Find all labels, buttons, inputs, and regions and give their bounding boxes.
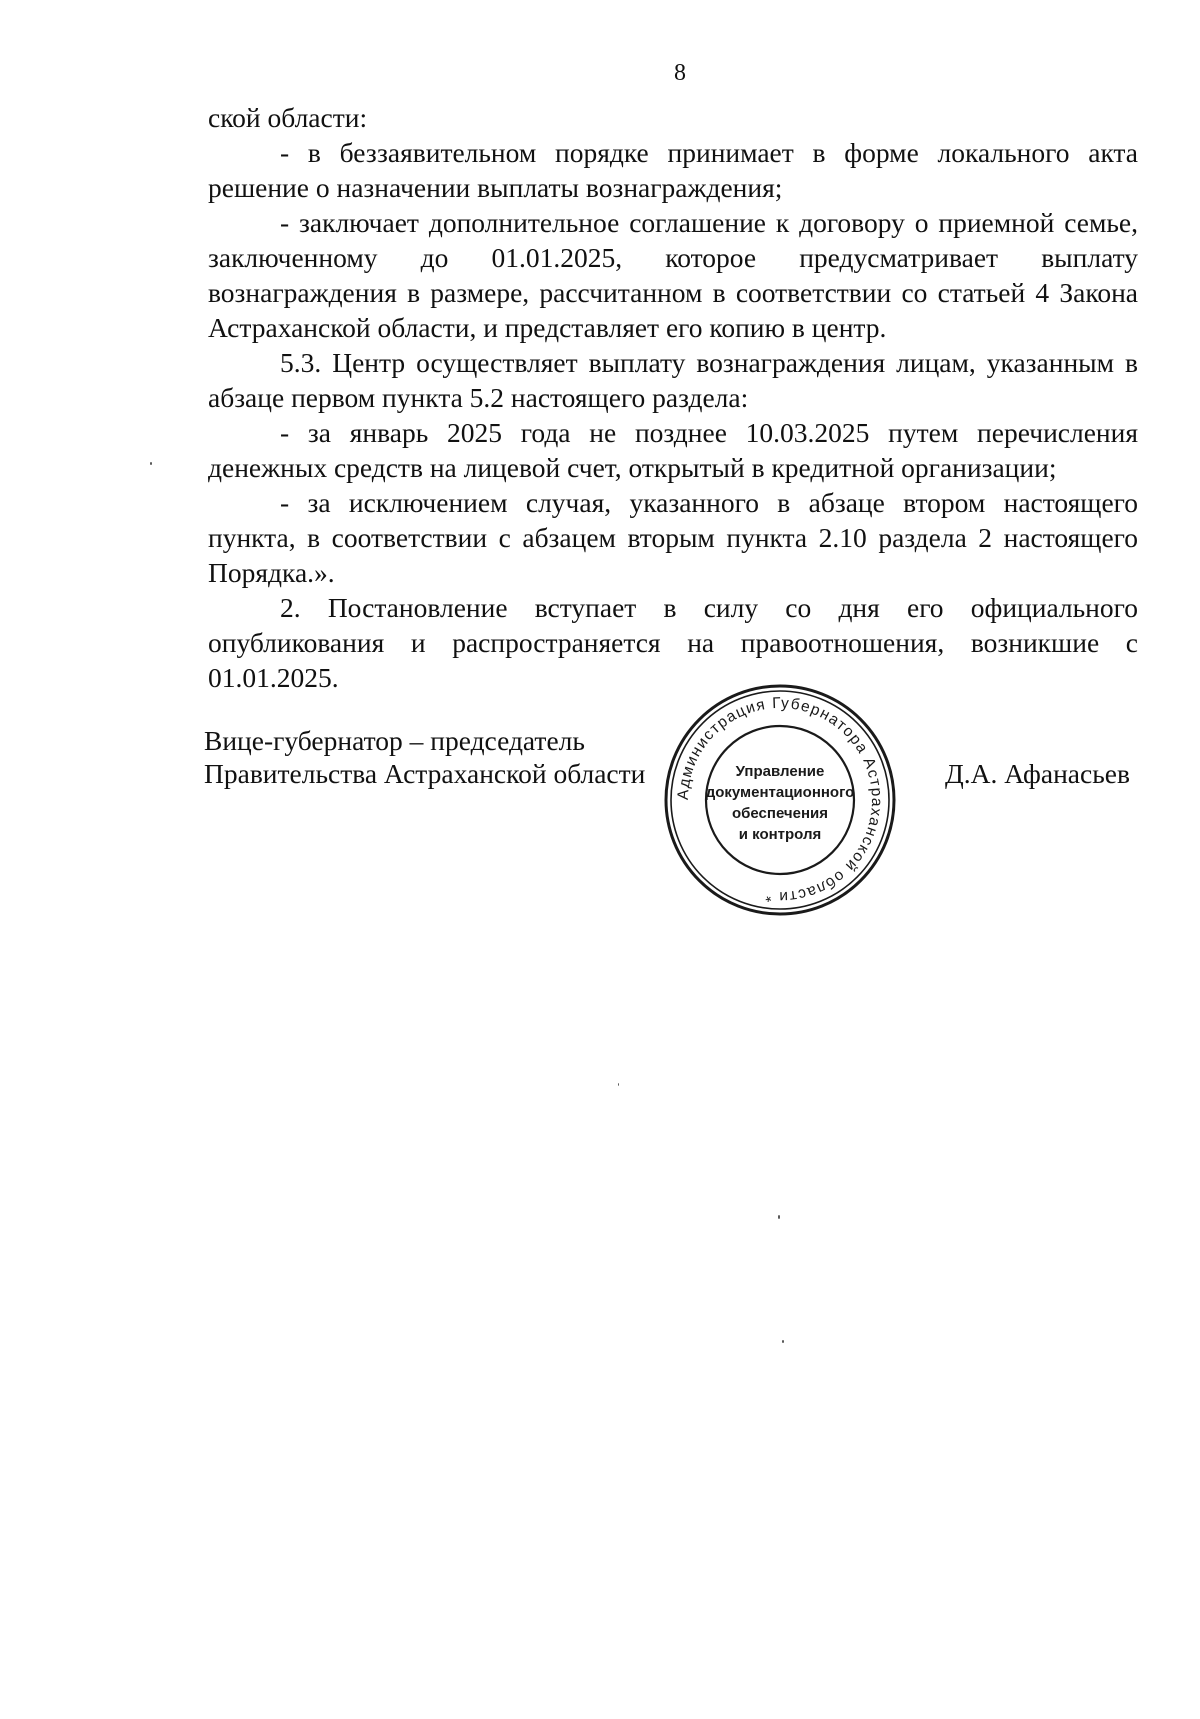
- svg-text:Управление: Управление: [735, 763, 825, 780]
- paragraph-section-5-3: 5.3. Центр осуществляет выплату вознаграждения лицам, указанным в абзаце первом пункта 5.2 настоящего раздела:: [208, 347, 1138, 413]
- paragraph-agreement-item: - заключает дополнительное соглашение к договору о приемной семье, заключенному до 01.01.2025, которое предусматривает выплату вознаграждения в размере, рассчитанном в соответствии со статьей 4 Закона Астраханской области, и представляет его копию в центр.: [208, 207, 1138, 343]
- paragraph-decision-item: - в беззаявительном порядке принимает в форме локального акта решение о назначении выплаты вознаграждения;: [208, 137, 1138, 203]
- page-number: 8: [674, 60, 686, 86]
- official-seal-graphic: [660, 680, 900, 920]
- svg-text:Администрация Губернатора Астр: Администрация Губернатора Астраханской области *: [674, 694, 886, 906]
- scan-speck: [150, 462, 152, 465]
- official-seal: [660, 680, 900, 920]
- paragraph-exception-item: - за исключением случая, указанного в абзаце втором настоящего пункта, в соответствии с абзацем вторым пункта 2.10 раздела 2 настоящего Порядка.».: [208, 487, 1138, 588]
- svg-text:обеспечения: обеспечения: [731, 805, 829, 822]
- paragraph-continuation: ской области:: [208, 102, 368, 133]
- signature-block: [204, 724, 645, 790]
- document-body: [208, 100, 1138, 695]
- paragraph-effective-date: 2. Постановление вступает в силу со дня его официального опубликования и распространяется на правоотношения, возникшие с 01.01.2025.: [208, 592, 1138, 693]
- signer-position-line2: Правительства Астраханской области: [204, 758, 646, 789]
- svg-text:и контроля: и контроля: [738, 826, 822, 843]
- paragraph-january-payment: - за январь 2025 года не позднее 10.03.2025 путем перечисления денежных средств на лицевой счет, открытый в кредитной организации;: [208, 417, 1138, 483]
- scan-speck: [618, 1083, 619, 1086]
- scan-speck: [782, 1340, 784, 1343]
- svg-text:документационного: документационного: [705, 784, 855, 801]
- signer-position-line1: Вице-губернатор – председатель: [204, 725, 585, 756]
- scan-speck: [778, 1215, 780, 1219]
- signer-name: Д.А. Афанасьев: [945, 758, 1130, 789]
